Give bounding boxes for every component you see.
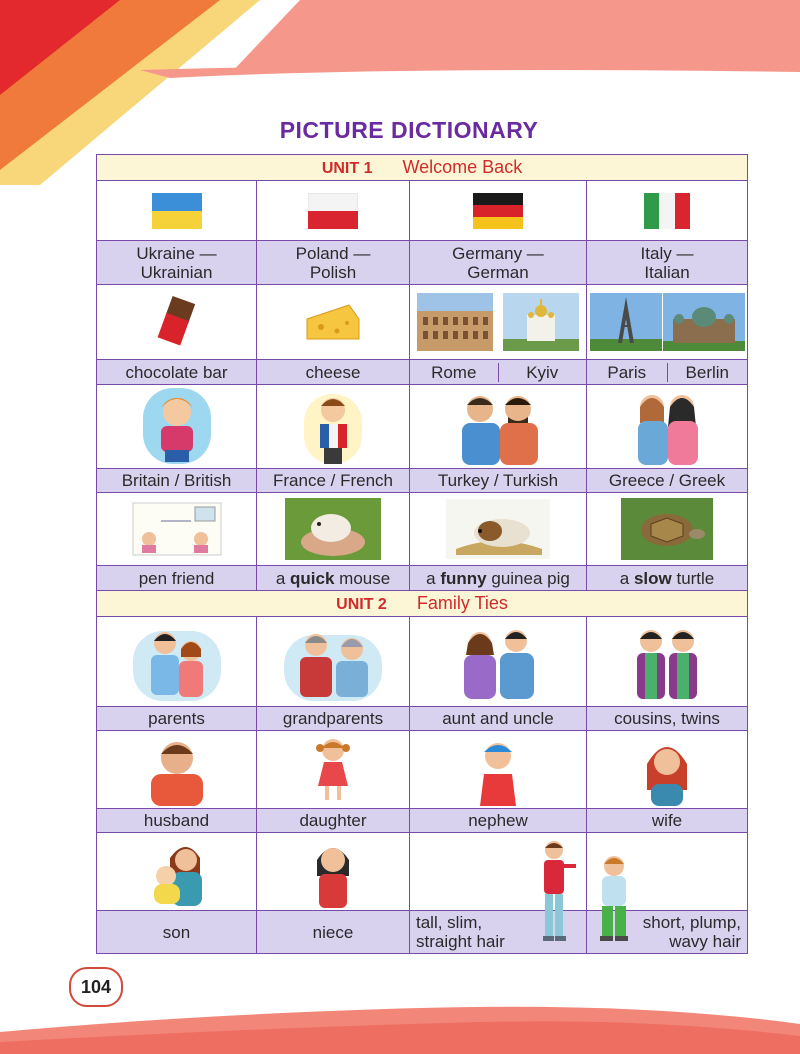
family-2-picture-row <box>97 731 748 809</box>
grandparents-illustration <box>278 621 388 703</box>
country-label: Poland — <box>295 243 371 263</box>
turtle-photo <box>621 498 713 560</box>
aunt-and-uncle-label: aunt and uncle <box>410 707 587 731</box>
flags-label-row <box>97 241 748 285</box>
unit-number: UNIT 1 <box>321 160 373 177</box>
kyiv-label: Kyiv <box>498 363 587 382</box>
nephew-label: nephew <box>410 809 587 833</box>
niece-label: niece <box>257 911 410 954</box>
family-3-label-row <box>97 911 748 954</box>
flags-picture-row <box>97 181 748 241</box>
animals-picture-row <box>97 493 748 566</box>
daughter-illustration <box>308 734 358 806</box>
husband-illustration <box>137 734 217 806</box>
tall-slim-label: tall, slim, <box>416 913 483 932</box>
unit-title: Welcome Back <box>402 157 523 177</box>
france-french-label: France / French <box>257 469 410 493</box>
wife-illustration <box>637 734 697 806</box>
cheese-label: cheese <box>257 360 410 385</box>
adjective-quick: quick <box>290 568 335 588</box>
aunt-and-uncle-illustration <box>438 621 558 703</box>
berlin-label: Berlin <box>667 363 748 382</box>
nationality-label: Italian <box>644 262 690 282</box>
noun-guinea-pig: guinea pig <box>491 568 570 588</box>
noun-turtle: turtle <box>676 568 715 588</box>
wavy-hair-label: wavy hair <box>669 932 742 951</box>
grandparents-label: grandparents <box>257 707 410 731</box>
article: a <box>426 568 436 588</box>
page-number: 104 <box>69 967 123 1007</box>
french-boy-illustration <box>298 388 368 466</box>
guinea-pig-photo <box>446 499 550 559</box>
unit-1-header <box>97 155 748 181</box>
noun-mouse: mouse <box>339 568 391 588</box>
country-label: Germany — <box>452 243 544 263</box>
unit-number: UNIT 2 <box>336 596 387 613</box>
pen-friend-label: pen friend <box>138 568 215 588</box>
article: a <box>275 568 286 588</box>
paris-eiffel-tower-photo <box>590 293 662 351</box>
parents-label: parents <box>97 707 257 731</box>
page-title: PICTURE DICTIONARY <box>279 117 539 143</box>
tall-boy-illustration <box>530 838 580 944</box>
animals-label-row <box>97 566 748 591</box>
greek-women-illustration <box>612 387 722 467</box>
turkey-turkish-label: Turkey / Turkish <box>410 469 587 493</box>
straight-hair-label: straight hair <box>416 932 505 951</box>
adjective-slow: slow <box>633 568 672 588</box>
family-3-picture-row <box>97 833 748 911</box>
berlin-cathedral-photo <box>663 293 745 351</box>
unit-2-header <box>97 591 748 617</box>
nephew-illustration <box>468 734 528 806</box>
niece-illustration <box>303 836 363 908</box>
britain-british-label: Britain / British <box>97 469 257 493</box>
husband-label: husband <box>97 809 257 833</box>
italy-flag-icon <box>644 193 690 229</box>
ukraine-flag-icon <box>152 193 202 229</box>
parents-illustration <box>127 621 227 703</box>
cheese-picture <box>303 299 363 345</box>
chocolate-bar-picture <box>152 295 202 349</box>
family-1-label-row <box>97 707 748 731</box>
nationalities-picture-row <box>97 385 748 469</box>
family-2-label-row <box>97 809 748 833</box>
paris-label: Paris <box>607 362 647 382</box>
british-girl-illustration <box>135 388 219 466</box>
cousins-twins-label: cousins, twins <box>587 707 748 731</box>
greece-greek-label: Greece / Greek <box>587 469 748 493</box>
family-1-picture-row <box>97 617 748 707</box>
kyiv-cathedral-photo <box>503 293 579 351</box>
nationality-label: Ukrainian <box>140 262 213 282</box>
son-label: son <box>97 911 257 954</box>
nationalities-label-row <box>97 469 748 493</box>
adjective-funny: funny <box>440 568 487 588</box>
rome-label: Rome <box>431 362 477 382</box>
country-label: Italy — <box>640 243 694 263</box>
nationality-label: Polish <box>309 262 357 282</box>
turkish-men-illustration <box>436 387 560 467</box>
article: a <box>619 568 630 588</box>
country-label: Ukraine — <box>136 243 217 263</box>
pen-friend-letter-picture <box>131 499 223 559</box>
son-baby-illustration <box>142 836 212 908</box>
poland-flag-icon <box>308 193 358 229</box>
nationality-label: German <box>467 262 529 282</box>
cousins-twins-illustration <box>617 621 717 703</box>
food-places-picture-row <box>97 285 748 360</box>
daughter-label: daughter <box>257 809 410 833</box>
mouse-photo <box>285 498 381 560</box>
wife-label: wife <box>587 809 748 833</box>
germany-flag-icon <box>473 193 523 229</box>
chocolate-bar-label: chocolate bar <box>97 360 257 385</box>
short-boy-illustration <box>594 854 634 944</box>
unit-title: Family Ties <box>416 593 508 613</box>
food-places-label-row <box>97 360 748 385</box>
short-plump-label: short, plump, <box>642 913 742 932</box>
rome-colosseum-photo <box>417 293 493 351</box>
picture-dictionary-table <box>96 154 748 954</box>
